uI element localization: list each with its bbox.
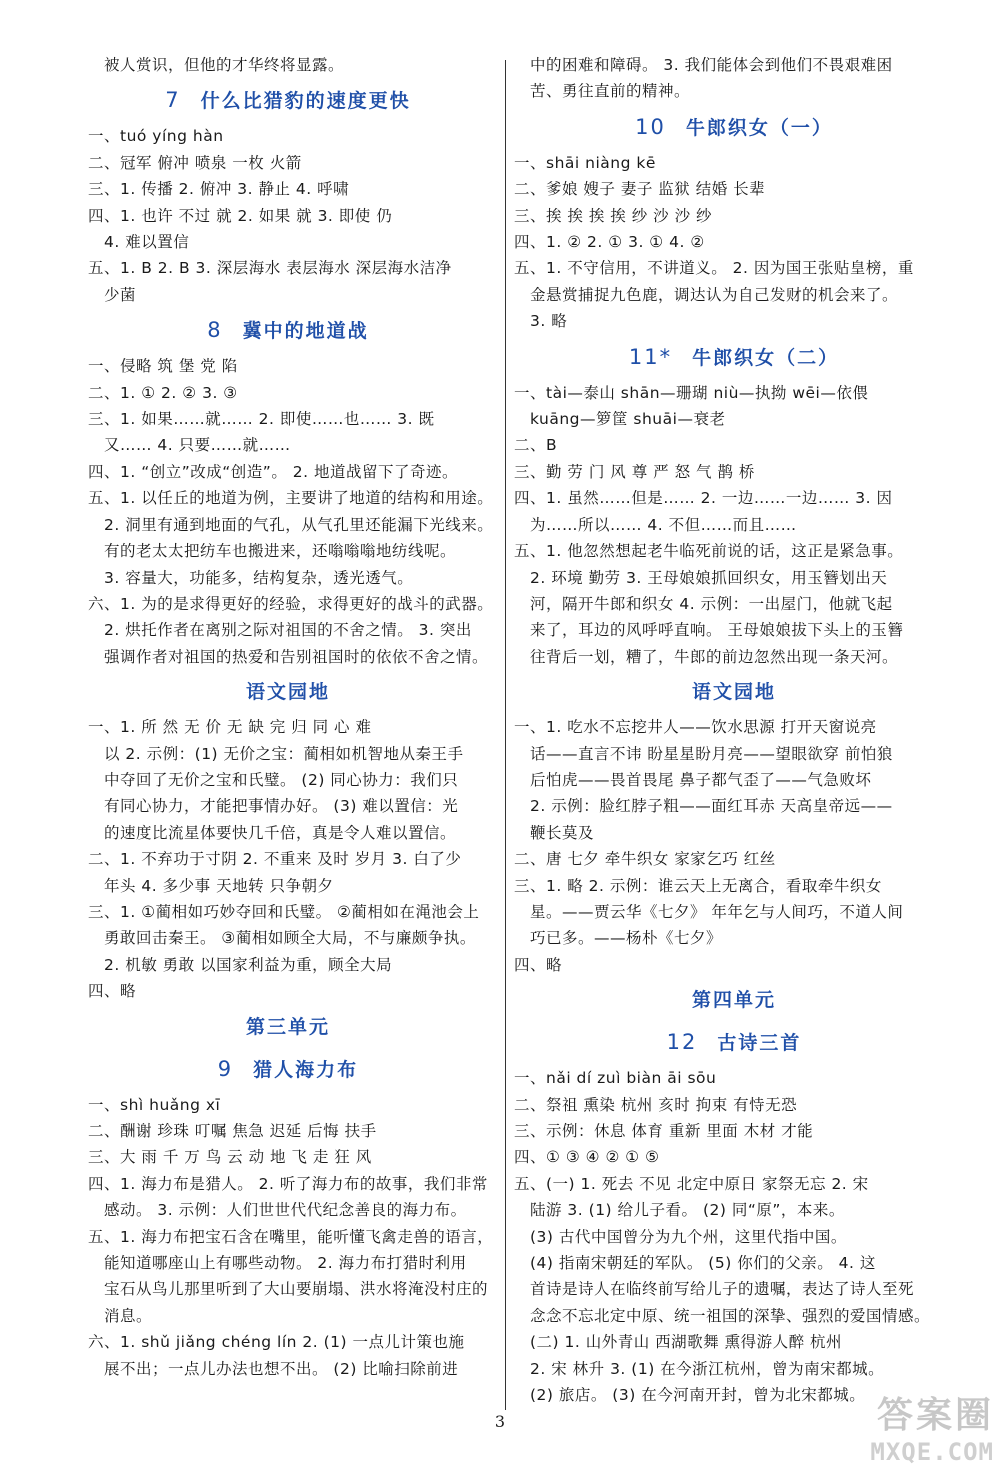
site-watermark-logo (804, 1394, 994, 1470)
section-title-text: 语文园地 (691, 681, 776, 704)
answer-line: 2. 示例：脸红脖子粗——面红耳赤 天高皇帝远—— (530, 797, 893, 816)
answer-line: 鞭长莫及 (530, 823, 595, 842)
answer-line: 2. 洞里有通到地面的气孔，从气孔里还能漏下光线来。 (104, 515, 494, 534)
answer-line: 陆游 3. (1) 给儿子看。 (2) 同“原”，本来。 (530, 1201, 845, 1220)
answer-line: 中的困难和障碍。 3. 我们能体会到他们不畏艰难困 (530, 56, 893, 74)
section-title-text: 牛郎织女（二） (692, 346, 840, 369)
answer-line: 二、1. ① 2. ② 3. ③ (88, 383, 238, 402)
section-title-text: 古诗三首 (717, 1032, 802, 1055)
answer-line: 四、1. 虽然……但是…… 2. 一边……一边…… 3. 因 (514, 489, 893, 508)
unit-heading (514, 980, 954, 1020)
answer-line: 后怕虎——畏首畏尾 鼻子都气歪了——气急败坏 (530, 770, 872, 789)
answer-line: 一、shì huǎng xī (88, 1095, 221, 1114)
answer-line: 三、1. 传播 2. 俯冲 3. 静止 4. 呼啸 (88, 180, 350, 199)
answer-line: 三、勤 劳 门 风 尊 严 怒 气 鹊 桥 (514, 462, 755, 481)
lesson-number: 7 (165, 88, 181, 113)
answer-line: 能知道哪座山上有哪些动物。 2. 海力布打猎时利用 (104, 1254, 467, 1273)
lesson-number: 9 (217, 1056, 234, 1081)
answer-line: (2) 旅店。 (3) 在今河南开封，曾为北宋都城。 (530, 1386, 866, 1405)
section-title-text: 第四单元 (691, 989, 776, 1012)
answer-line: 一、侵略 筑 堡 党 陷 (88, 357, 238, 376)
answer-line: 二、1. 不弃功于寸阴 2. 不重来 及时 岁月 3. 白了少 (88, 850, 462, 869)
answer-line: 河，隔开牛郎和织女 4. 示例：一出屋门，他就飞起 (530, 594, 893, 613)
answer-line: 又…… 4. 只要……就…… (104, 436, 291, 455)
section-title (88, 310, 488, 351)
answer-line: 二、酬谢 珍珠 叮嘱 焦急 迟延 后悔 扶手 (88, 1122, 377, 1140)
answer-line: 二、祭祖 熏染 杭州 亥时 拘束 有恃无恐 (514, 1095, 798, 1114)
answer-line: 五、1. 海力布把宝石含在嘴里，能听懂飞禽走兽的语言， (88, 1227, 494, 1246)
section-title-text: 什么比猎豹的速度更快 (200, 90, 411, 113)
answer-line: (3) 古代中国曾分为九个州，这里代指中国。 (530, 1227, 847, 1246)
answer-line: 三、大 雨 千 万 鸟 云 动 地 飞 走 狂 风 (88, 1148, 372, 1167)
answer-line: 念念不忘北定中原、统一祖国的深挚、强烈的爱国情感。 (530, 1306, 931, 1325)
answer-line: 四、1. 海力布是猎人。 2. 听了海力布的故事，我们非常 (88, 1174, 488, 1193)
section-title (514, 337, 954, 378)
answer-line: 感动。 3. 示例：人们世世代代纪念善良的海力布。 (104, 1201, 467, 1220)
left-column (88, 52, 494, 1382)
answer-line: 一、nǎi dí zuì biàn āi sōu (514, 1069, 717, 1088)
answer-line: 金悬赏捕捉九色鹿，调达认为自己发财的机会来了。 (530, 285, 899, 304)
answer-line: 为……所以…… 4. 不但……而且…… (530, 515, 797, 534)
watermark-bottom-text: MXQE.COM (870, 1438, 994, 1466)
answer-line: 2. 宋 林升 3. (1) 在今浙江杭州，曾为南宋都城。 (530, 1359, 885, 1378)
answer-line: 少菌 (104, 285, 137, 304)
answer-line: 以 2. 示例：(1) 无价之宝：蔺相如机智地从秦王手 (104, 744, 464, 763)
answer-line: 三、示例：休息 体育 重新 里面 木材 才能 (514, 1122, 814, 1140)
section-title-text: 牛郎织女（一） (685, 116, 833, 139)
column-divider (505, 60, 506, 1410)
answer-line: 话——直言不讳 盼星星盼月亮——望眼欲穿 前怕狼 (530, 744, 893, 763)
section-title (88, 80, 488, 121)
answer-line: 三、1. 如果……就…… 2. 即使……也…… 3. 既 (88, 410, 435, 429)
section-title (514, 107, 954, 148)
answer-line: (4) 指南宋朝廷的军队。 (5) 你们的父亲。 4. 这 (530, 1254, 876, 1273)
answer-line: 来了，耳边的风呼呼直响。 王母娘娘拔下头上的玉簪 (530, 621, 904, 640)
answer-line: 有的老太太把纺车也搬进来，还嗡嗡嗡地纺线呢。 (104, 542, 457, 561)
right-column (514, 52, 954, 1408)
answer-line: 一、tuó yíng hàn (88, 127, 224, 146)
answer-line: 一、shāi niàng kē (514, 153, 656, 172)
answer-line: 宝石从鸟儿那里听到了大山要崩塌、洪水将淹没村庄的 (104, 1280, 489, 1299)
answer-line: 一、tài—泰山 shān—珊瑚 niù—执拗 wēi—依偎 (514, 383, 869, 402)
unit-heading (88, 1007, 488, 1047)
answer-line: 首诗是诗人在临终前写给儿子的遗嘱，表达了诗人至死 (530, 1280, 915, 1299)
answer-line: 一、1. 所 然 无 价 无 缺 完 归 同 心 难 (88, 718, 372, 737)
answer-line: 2. 环境 勤劳 3. 王母娘娘抓回织女，用玉簪划出天 (530, 568, 888, 587)
answer-line: 星。——贾云华《七夕》 年年乞与人间巧，不道人间 (530, 902, 904, 921)
section-title-text: 猎人海力布 (253, 1058, 359, 1081)
answer-line: 四、① ③ ④ ② ① ⑤ (514, 1148, 660, 1167)
answer-line: 被人赏识，但他的才华终将显露。 (104, 56, 345, 74)
answer-line: 五、(一) 1. 死去 不见 北定中原日 家祭无忘 2. 宋 (514, 1174, 869, 1193)
answer-line: 二、唐 七夕 牵牛织女 家家乞巧 红丝 (514, 850, 776, 869)
lesson-number: 11* (628, 344, 673, 369)
page-number: 3 (494, 1412, 506, 1431)
answer-line: 四、1. 也许 不过 就 2. 如果 就 3. 即使 仍 (88, 206, 393, 225)
answer-line: 三、1. ①蔺相如巧妙夺回和氏璧。 ②蔺相如在渑池会上 (88, 902, 480, 921)
section-title (88, 1049, 488, 1090)
answer-line: 四、略 (514, 955, 563, 974)
answer-line: 三、挨 挨 挨 挨 纱 沙 沙 纱 (514, 206, 712, 225)
answer-line: 五、1. B 2. B 3. 深层海水 表层海水 深层海水洁净 (88, 259, 452, 278)
section-title (88, 672, 488, 712)
answer-line: 2. 机敏 勇敢 以国家利益为重，顾全大局 (104, 955, 393, 974)
answer-line: 二、B (514, 436, 558, 455)
answer-line: 四、1. ② 2. ① 3. ① 4. ② (514, 233, 705, 252)
answer-line: 苦、勇往直前的精神。 (530, 82, 691, 101)
section-title-text: 第三单元 (245, 1015, 330, 1038)
answer-line: 2. 烘托作者在离别之际对祖国的不舍之情。 3. 突出 (104, 621, 472, 640)
section-title-text: 冀中的地道战 (242, 320, 369, 343)
answer-line: 一、1. 吃水不忘挖井人——饮水思源 打开天窗说亮 (514, 718, 877, 737)
answer-line: 二、冠军 俯冲 喷泉 一枚 火箭 (88, 153, 302, 172)
answer-line: 中夺回了无价之宝和氏璧。 (2) 同心协力：我们只 (104, 770, 459, 789)
section-title (514, 1022, 954, 1063)
answer-line: 展不出；一点儿办法也想不出。 (2) 比喻扫除前进 (104, 1359, 459, 1378)
answer-line: 3. 容量大，功能多，结构复杂，透光透气。 (104, 568, 414, 587)
answer-line: 勇敢回击秦王。 ③蔺相如顾全大局，不与廉颇争执。 (104, 929, 476, 948)
lesson-number: 12 (666, 1030, 698, 1055)
answer-line: 的速度比流星体要快几千倍，真是令人难以置信。 (104, 823, 457, 842)
lesson-number: 8 (207, 318, 223, 343)
answer-line: 五、1. 不守信用，不讲道义。 2. 因为国王张贴皇榜，重 (514, 259, 914, 278)
lesson-number: 10 (635, 114, 666, 139)
section-title-text: 语文园地 (245, 681, 330, 704)
section-title (514, 672, 954, 712)
answer-line: 四、1. “创立”改成“创造”。 2. 地道战留下了奇迹。 (88, 462, 458, 481)
answer-line: 五、1. 以任丘的地道为例，主要讲了地道的结构和用途。 (88, 489, 494, 508)
answer-line: kuāng—箩筐 shuāi—衰老 (530, 410, 726, 429)
answer-line: 4. 难以置信 (104, 233, 190, 252)
answer-line: 年头 4. 多少事 天地转 只争朝夕 (104, 876, 334, 895)
answer-line: 消息。 (104, 1306, 153, 1325)
answer-line: 六、1. shǔ jiǎng chéng lín 2. (1) 一点儿计策也施 (88, 1333, 465, 1352)
answer-line: 有同心协力，才能把事情办好。 (3) 难以置信：光 (104, 797, 459, 816)
watermark-top-text: 答案圈 (876, 1395, 994, 1436)
answer-line: 往背后一划，糟了，牛郎的前边忽然出现一条天河。 (530, 647, 899, 666)
answer-line: 强调作者对祖国的热爱和告别祖国时的依依不舍之情。 (104, 647, 489, 666)
answer-line: 五、1. 他忽然想起老牛临死前说的话，这正是紧急事。 (514, 542, 904, 561)
answer-line: 三、1. 略 2. 示例：谁云天上无离合，看取牵牛织女 (514, 876, 882, 895)
answer-line: 二、爹娘 嫂子 妻子 监狱 结婚 长辈 (514, 180, 766, 199)
answer-line: 巧已多。——杨朴《七夕》 (530, 929, 723, 948)
answer-line: (二) 1. 山外青山 西湖歌舞 熏得游人醉 杭州 (530, 1333, 843, 1352)
answer-line: 六、1. 为的是求得更好的经验，求得更好的战斗的武器。 (88, 594, 494, 613)
answer-line: 四、略 (88, 982, 137, 1001)
answer-line: 3. 略 (530, 312, 568, 331)
